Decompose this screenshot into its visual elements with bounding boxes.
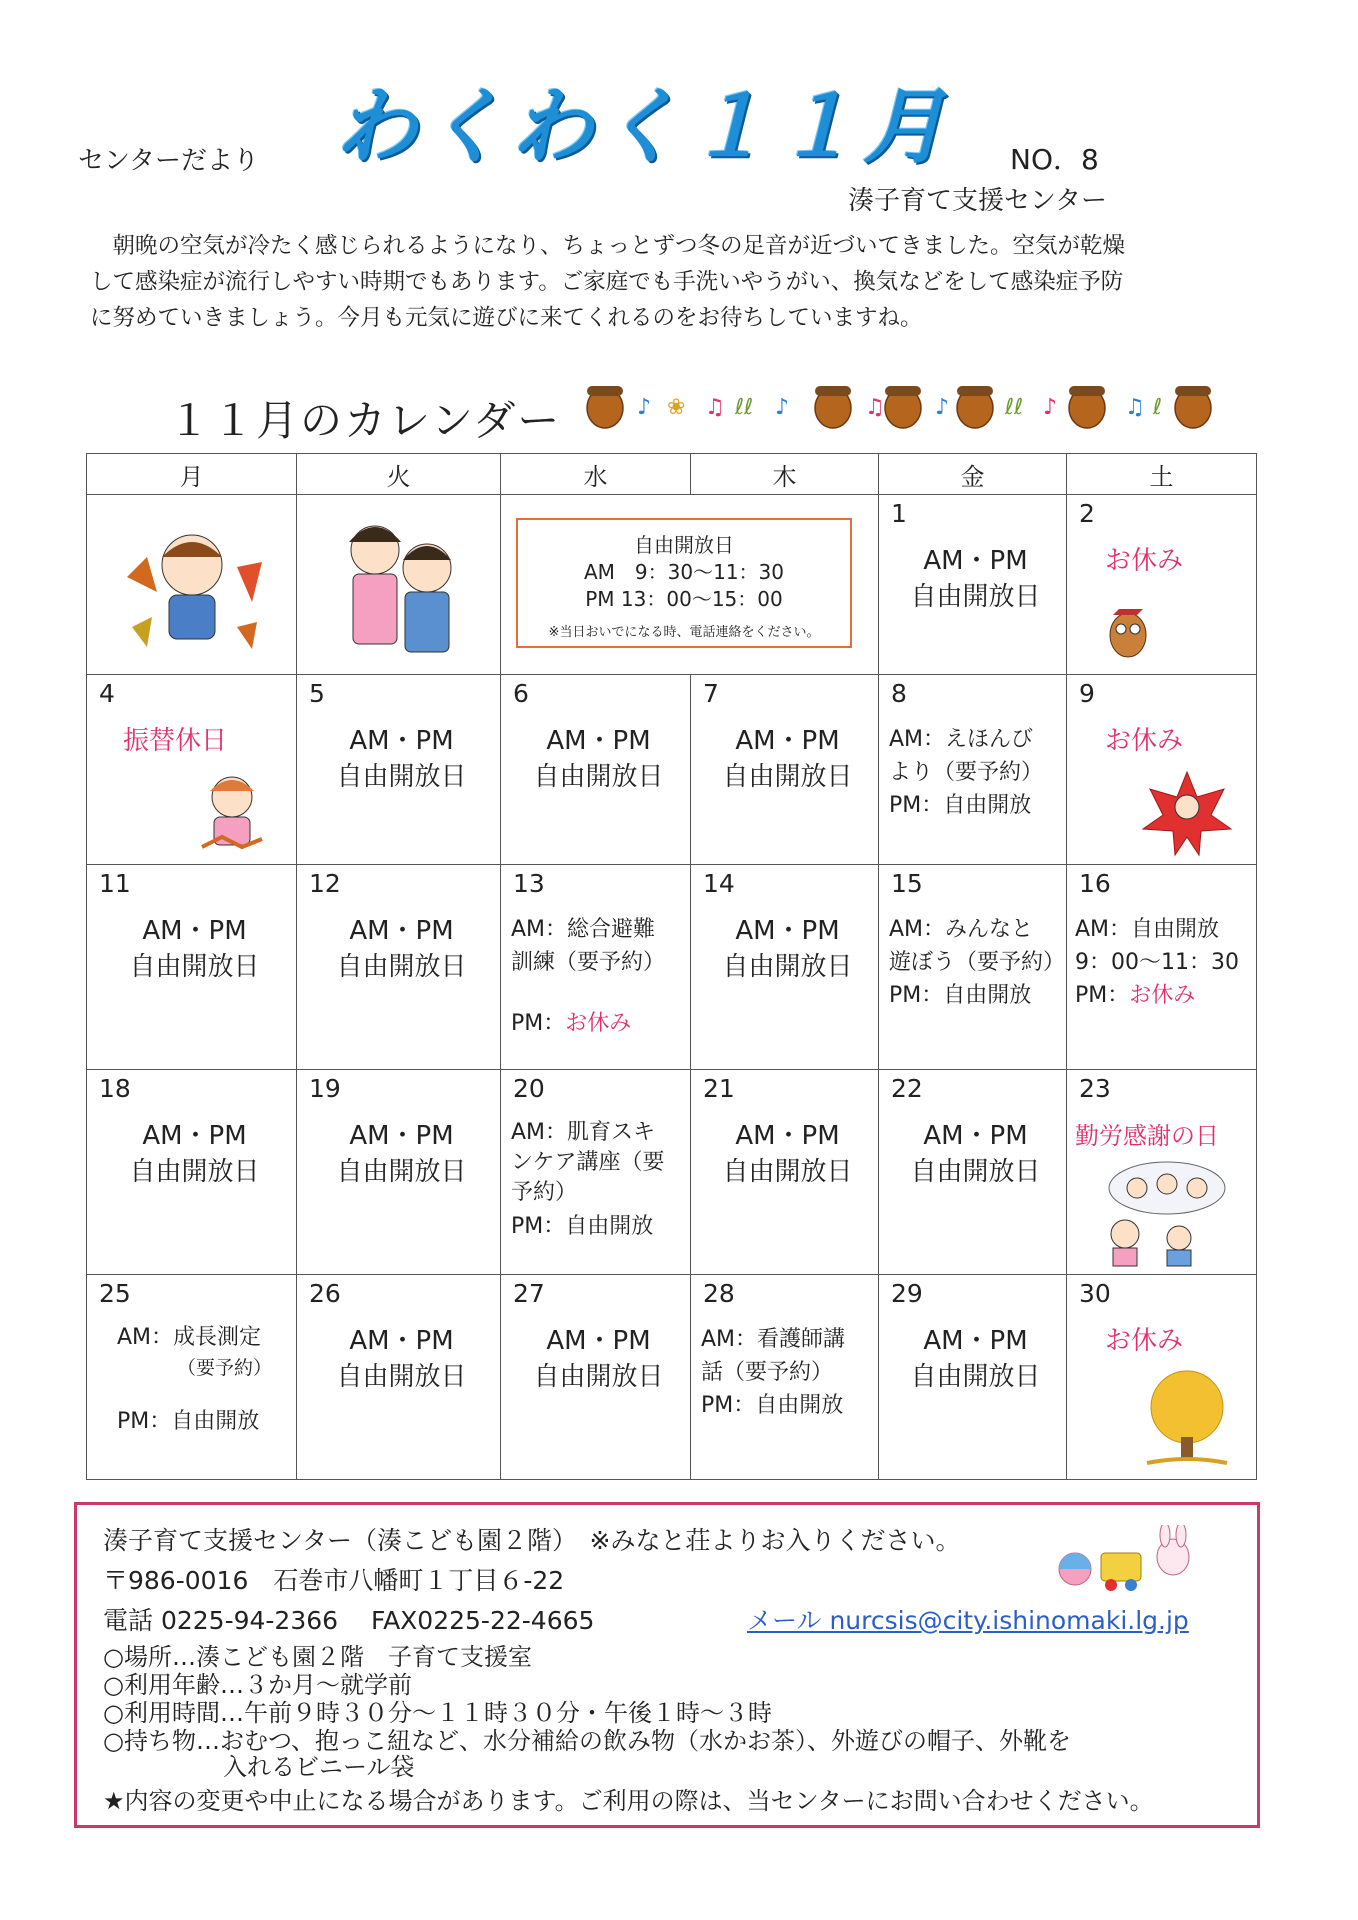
svg-text:♫: ♫ <box>705 395 725 420</box>
day-schedule-line: 自由開放日 <box>336 952 467 982</box>
holiday-label: 勤労感謝の日 <box>1075 1122 1219 1150</box>
day-schedule-line: PM：自由開放 <box>701 1393 844 1418</box>
day-schedule-line: PM：自由開放 <box>511 1214 654 1239</box>
day-schedule-line: 自由開放日 <box>336 1362 467 1392</box>
notice-note: ※当日おいでになる時、電話連絡をください。 <box>548 625 820 640</box>
footer-phone-fax: 電話 0225-94-2366 FAX0225-22-4665 <box>103 1606 595 1635</box>
calendar-day-cell <box>297 1275 501 1480</box>
notice-pm-hours: PM 13：00〜15：00 <box>585 587 783 611</box>
footer-postal-address: 〒986-0016 石巻市八幡町１丁目６-22 <box>103 1566 565 1595</box>
day-number: 14 <box>703 869 735 898</box>
day-number: 8 <box>891 679 907 708</box>
calendar-day-cell <box>879 1275 1067 1480</box>
calendar-day-cell <box>1067 1070 1257 1275</box>
notice-am-hours: AM 9：30〜11：30 <box>583 560 784 584</box>
day-schedule-line: 訓練（要予約） <box>511 950 666 975</box>
day-schedule-line: 自由開放日 <box>722 952 853 982</box>
newsletter-label: センターだより <box>78 146 259 176</box>
calendar-day-cell <box>87 675 297 865</box>
weekday-header-row <box>87 454 1257 495</box>
open-hours-notice <box>516 518 852 648</box>
day-number: 13 <box>513 869 545 898</box>
day-schedule-line: 自由開放日 <box>910 1362 1041 1392</box>
maple-leaf-illustration-icon <box>1139 767 1235 857</box>
calendar-day-cell <box>1067 675 1257 865</box>
day-schedule-line: 自由開放日 <box>533 1362 664 1392</box>
svg-text:♪: ♪ <box>637 395 652 420</box>
intro-line: して感染症が流行しやすい時期でもあります。ご家庭でも手洗いやうがい、換気などをして感染症予防 <box>90 269 1124 295</box>
day-schedule-line: AM・PM <box>735 1121 840 1151</box>
day-schedule-line: AM・PM <box>735 916 840 946</box>
owl-illustration-icon <box>1103 605 1153 660</box>
calendar-empty-cell <box>297 495 501 675</box>
day-schedule-line: AM・PM <box>142 916 247 946</box>
day-number: 27 <box>513 1279 545 1308</box>
day-schedule-line: PM：自由開放 <box>889 793 1032 818</box>
footer-age: ○利用年齢…３か月〜就学前 <box>103 1671 412 1699</box>
day-schedule-line: 自由開放日 <box>910 582 1041 612</box>
day-number: 2 <box>1079 499 1095 528</box>
day-number: 6 <box>513 679 529 708</box>
intro-line: 朝晩の空気が冷たく感じられるようになり、ちょっとずつ冬の足音が近づいてきました。空気が乾燥 <box>90 233 1126 259</box>
day-schedule-line: PM：お休み <box>1075 983 1196 1008</box>
calendar-day-cell <box>501 675 691 865</box>
calendar-day-cell <box>1067 865 1257 1070</box>
calendar-day-cell <box>297 675 501 865</box>
day-schedule-line: AM・PM <box>349 1326 454 1356</box>
holiday-label: 振替休日 <box>123 726 228 756</box>
day-schedule-line: AM：えほんび <box>889 727 1034 752</box>
day-schedule-line: ンケア講座（要 <box>511 1150 665 1175</box>
day-schedule-line: AM・PM <box>923 546 1028 576</box>
svg-text:♪: ♪ <box>1043 395 1058 420</box>
day-schedule-line: （要予約） <box>177 1357 273 1379</box>
day-schedule-line: AM：肌育スキ <box>511 1120 656 1145</box>
day-schedule-line: AM・PM <box>142 1121 247 1151</box>
day-schedule-line: 予約） <box>511 1180 578 1205</box>
day-schedule-line: AM：総合避難 <box>511 917 656 942</box>
day-schedule-line: 自由開放日 <box>336 762 467 792</box>
child-leaves-illustration-icon <box>117 517 267 657</box>
day-schedule-line: 自由開放日 <box>722 1157 853 1187</box>
day-schedule-line: AM・PM <box>546 1326 651 1356</box>
workers-thanks-illustration-icon <box>1097 1158 1227 1268</box>
closed-label: お休み <box>1105 726 1184 756</box>
day-number: 1 <box>891 499 907 528</box>
closed-label: お休み <box>1105 546 1184 576</box>
day-number: 30 <box>1079 1279 1111 1308</box>
day-number: 9 <box>1079 679 1095 708</box>
intro-paragraph <box>90 228 1210 336</box>
calendar-day-cell <box>879 675 1067 865</box>
weekday-tue: 火 <box>297 454 501 495</box>
calendar-empty-cell <box>87 495 297 675</box>
day-number: 16 <box>1079 869 1111 898</box>
day-schedule-line: より（要予約） <box>889 760 1044 785</box>
day-schedule-line: 自由開放日 <box>722 762 853 792</box>
toy-train-illustration-icon <box>1055 1525 1205 1595</box>
footer-items: ○持ち物…おむつ、抱っこ紐など、水分補給の飲み物（水かお茶）、外遊びの帽子、外靴を <box>103 1727 1071 1755</box>
day-schedule-line: AM・PM <box>349 726 454 756</box>
day-schedule-line: PM：自由開放 <box>889 983 1032 1008</box>
day-number: 12 <box>309 869 341 898</box>
calendar-day-cell <box>297 1070 501 1275</box>
closed-label: お休み <box>1105 1326 1184 1356</box>
calendar-day-cell <box>297 865 501 1070</box>
ginkgo-tree-illustration-icon <box>1137 1367 1237 1467</box>
weekday-mon: 月 <box>87 454 297 495</box>
day-schedule-line: 自由開放日 <box>336 1157 467 1187</box>
day-number: 25 <box>99 1279 131 1308</box>
weekday-thu: 木 <box>691 454 879 495</box>
svg-text:❀: ❀ <box>667 395 686 420</box>
organization-name: 湊子育て支援センター <box>848 186 1107 216</box>
email-link[interactable]: メール nurcsis@city.ishinomaki.lg.jp <box>747 1606 1189 1635</box>
calendar-day-cell <box>87 865 297 1070</box>
day-number: 28 <box>703 1279 735 1308</box>
day-number: 20 <box>513 1074 545 1103</box>
weekday-sat: 土 <box>1067 454 1257 495</box>
acorn-decoration-icon <box>575 372 1235 432</box>
day-schedule-line: AM・PM <box>349 916 454 946</box>
calendar-day-cell <box>501 1070 691 1275</box>
day-schedule-line: 話（要予約） <box>701 1360 834 1385</box>
calendar-week <box>87 865 1257 1070</box>
day-schedule-line: 自由開放日 <box>129 1157 260 1187</box>
calendar-week <box>87 1275 1257 1480</box>
footer-hours: ○利用時間…午前９時３０分〜１１時３０分・午後１時〜３時 <box>103 1699 772 1727</box>
calendar-week <box>87 1070 1257 1275</box>
day-schedule-line: 9：00〜11：30 <box>1075 950 1239 975</box>
day-number: 26 <box>309 1279 341 1308</box>
girl-leaves-illustration-icon <box>192 767 272 857</box>
page-title: わくわく１１月 <box>335 80 951 175</box>
day-schedule-line: PM：お休み <box>511 1011 632 1036</box>
calendar-day-cell <box>1067 495 1257 675</box>
svg-text:♫: ♫ <box>865 395 885 420</box>
calendar-day-cell <box>501 865 691 1070</box>
day-number: 23 <box>1079 1074 1111 1103</box>
svg-text:♪: ♪ <box>935 395 950 420</box>
notice-title: 自由開放日 <box>634 533 734 557</box>
day-schedule-line: AM：看護師講 <box>701 1327 846 1352</box>
intro-line: に努めていきましょう。今月も元気に遊びに来てくれるのをお待ちしていますね。 <box>90 305 923 331</box>
day-schedule-line: 自由開放日 <box>910 1157 1041 1187</box>
calendar-week <box>87 675 1257 865</box>
issue-number: NO．8 <box>1010 143 1099 176</box>
day-schedule-line: AM・PM <box>735 726 840 756</box>
day-schedule-line: AM・PM <box>923 1121 1028 1151</box>
day-number: 29 <box>891 1279 923 1308</box>
day-number: 4 <box>99 679 115 708</box>
calendar-day-cell <box>691 675 879 865</box>
day-number: 21 <box>703 1074 735 1103</box>
day-number: 11 <box>99 869 131 898</box>
day-number: 22 <box>891 1074 923 1103</box>
footer-items-cont: 入れるビニール袋 <box>103 1753 415 1781</box>
day-schedule-line: AM・PM <box>546 726 651 756</box>
calendar-title: １１月のカレンダー <box>168 396 562 445</box>
footer-notice: ★内容の変更や中止になる場合があります。ご利用の際は、当センターにお問い合わせください。 <box>103 1787 1154 1815</box>
svg-text:ℓ: ℓ <box>1153 395 1163 420</box>
weekday-fri: 金 <box>879 454 1067 495</box>
day-schedule-line: 自由開放日 <box>129 952 260 982</box>
svg-text:♫: ♫ <box>1125 395 1145 420</box>
weekday-wed: 水 <box>501 454 691 495</box>
calendar-day-cell <box>501 1275 691 1480</box>
day-schedule-line: 自由開放日 <box>533 762 664 792</box>
calendar-day-cell <box>691 1275 879 1480</box>
day-schedule-line: AM・PM <box>923 1326 1028 1356</box>
footer-address-line: 湊子育て支援センター（湊こども園２階） ※みなと荘よりお入りください。 <box>103 1526 961 1555</box>
day-number: 19 <box>309 1074 341 1103</box>
day-schedule-line: AM：みんなと <box>889 917 1034 942</box>
svg-text:ℓℓ: ℓℓ <box>735 395 754 420</box>
contact-info-box <box>74 1502 1260 1828</box>
day-schedule-line: AM：自由開放 <box>1075 917 1220 942</box>
day-schedule-line: AM：成長測定 <box>117 1325 262 1350</box>
day-schedule-line: PM：自由開放 <box>117 1409 260 1434</box>
calendar-day-cell <box>87 1070 297 1275</box>
calendar-day-cell <box>1067 1275 1257 1480</box>
day-number: 18 <box>99 1074 131 1103</box>
children-kimono-illustration-icon <box>327 510 477 660</box>
calendar-day-cell <box>879 495 1067 675</box>
calendar-day-cell <box>691 1070 879 1275</box>
calendar-day-cell <box>879 865 1067 1070</box>
day-number: 15 <box>891 869 923 898</box>
day-schedule-line: 遊ぼう（要予約） <box>889 950 1066 975</box>
calendar-day-cell <box>691 865 879 1070</box>
footer-place: ○場所…湊こども園２階 子育て支援室 <box>103 1643 532 1671</box>
svg-text:ℓℓ: ℓℓ <box>1005 395 1024 420</box>
calendar-day-cell <box>87 1275 297 1480</box>
calendar-day-cell <box>879 1070 1067 1275</box>
day-number: 7 <box>703 679 719 708</box>
day-schedule-line: AM・PM <box>349 1121 454 1151</box>
svg-text:♪: ♪ <box>775 395 790 420</box>
day-number: 5 <box>309 679 325 708</box>
